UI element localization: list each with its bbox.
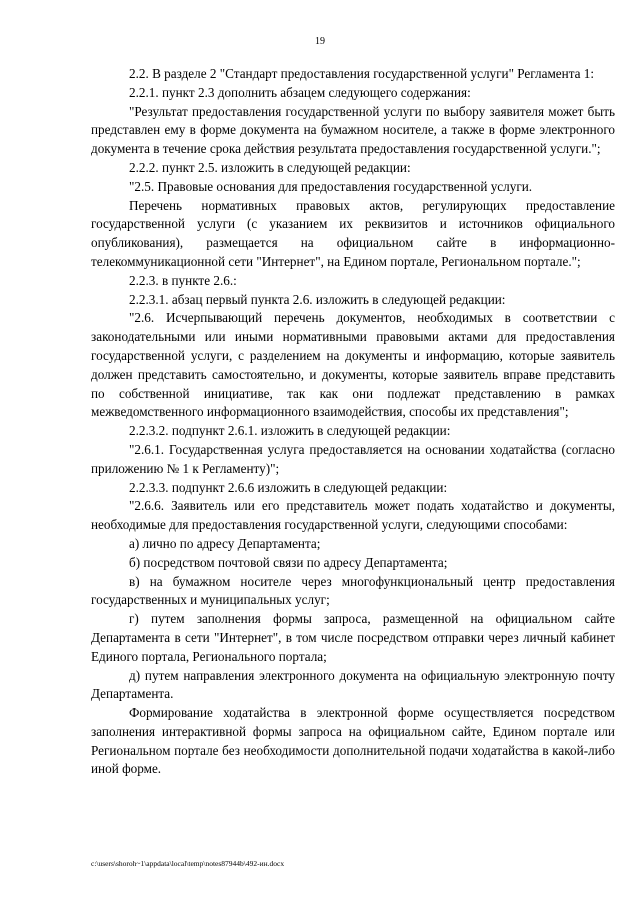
paragraph: 2.2. В разделе 2 "Стандарт предоставления государственной услуги" Регламента 1:	[129, 66, 595, 81]
document-body	[91, 65, 615, 779]
paragraph: 2.2.1. пункт 2.3 дополнить абзацем следующего содержания:	[129, 84, 471, 100]
page-number: 19	[315, 36, 325, 47]
paragraph: "2.6.6. Заявитель или его представитель может подать ходатайство и документы, необходимые для предоставления государственной услуги, следующими способами:	[91, 498, 615, 533]
paragraph: д) путем направления электронного документа на официальную электронную почту Департамента.	[91, 667, 615, 702]
paragraph: в) на бумажном носителе через многофункциональный центр предоставления государственных и муниципальных услуг;	[91, 573, 615, 608]
paragraph: "2.6.1. Государственная услуга предоставляется на основании ходатайства (согласно приложению № 1 к Регламенту)";	[91, 441, 615, 476]
paragraph: Перечень нормативных правовых актов, регулирующих предоставление государственной услуги (с указанием их реквизитов и источников официального опубликования), размещается на официальном сайте в информационно-телекоммуникационной сети "Интернет", на Едином портале, Региональном портале.";	[91, 197, 615, 269]
paragraph: Формирование ходатайства в электронной форме осуществляется посредством заполнения интерактивной формы запроса на официальном сайте, Едином портале или Региональном портале без необходимости дополнительной подачи ходатайства в какой-либо иной форме.	[91, 705, 615, 777]
paragraph: 2.2.3.1. абзац первый пункта 2.6. изложить в следующей редакции:	[129, 291, 506, 307]
paragraph: 2.2.2. пункт 2.5. изложить в следующей редакции:	[129, 159, 411, 175]
paragraph: "2.6. Исчерпывающий перечень документов, необходимых в соответствии с законодательными или иными нормативными правовыми актами для предоставления государственной услуги, с разделением на документы и информацию, которые заявитель должен представить самостоятельно, и документы, которые заявитель вправе представить по собственной инициативе, так как они подлежат представлению в рамках межведомственного информационного взаимодействия, способы их представления";	[91, 310, 615, 420]
paragraph: 2.2.3. в пункте 2.6.:	[129, 272, 237, 288]
paragraph: 2.2.3.3. подпункт 2.6.6 изложить в следующей редакции:	[129, 479, 448, 495]
paragraph: б) посредством почтовой связи по адресу Департамента;	[129, 554, 448, 570]
paragraph: а) лично по адресу Департамента;	[129, 535, 321, 551]
paragraph: "Результат предоставления государственной услуги по выбору заявителя может быть представлен ему в форме документа на бумажном носителе, а также в форме электронного документа в течение срока действия результата предоставления государственной услуги.";	[91, 103, 615, 157]
file-path-footer: c:\users\shoroh~1\appdata\local\temp\notes87944b\492-ин.docx	[91, 859, 285, 868]
paragraph: 2.2.3.2. подпункт 2.6.1. изложить в следующей редакции:	[129, 423, 451, 439]
paragraph: "2.5. Правовые основания для предоставления государственной услуги.	[129, 178, 533, 194]
paragraph: г) путем заполнения формы запроса, размещенной на официальном сайте Департамента в сети "Интернет", в том числе посредством отправки через личный кабинет Единого портала, Регионального портала;	[91, 611, 615, 664]
